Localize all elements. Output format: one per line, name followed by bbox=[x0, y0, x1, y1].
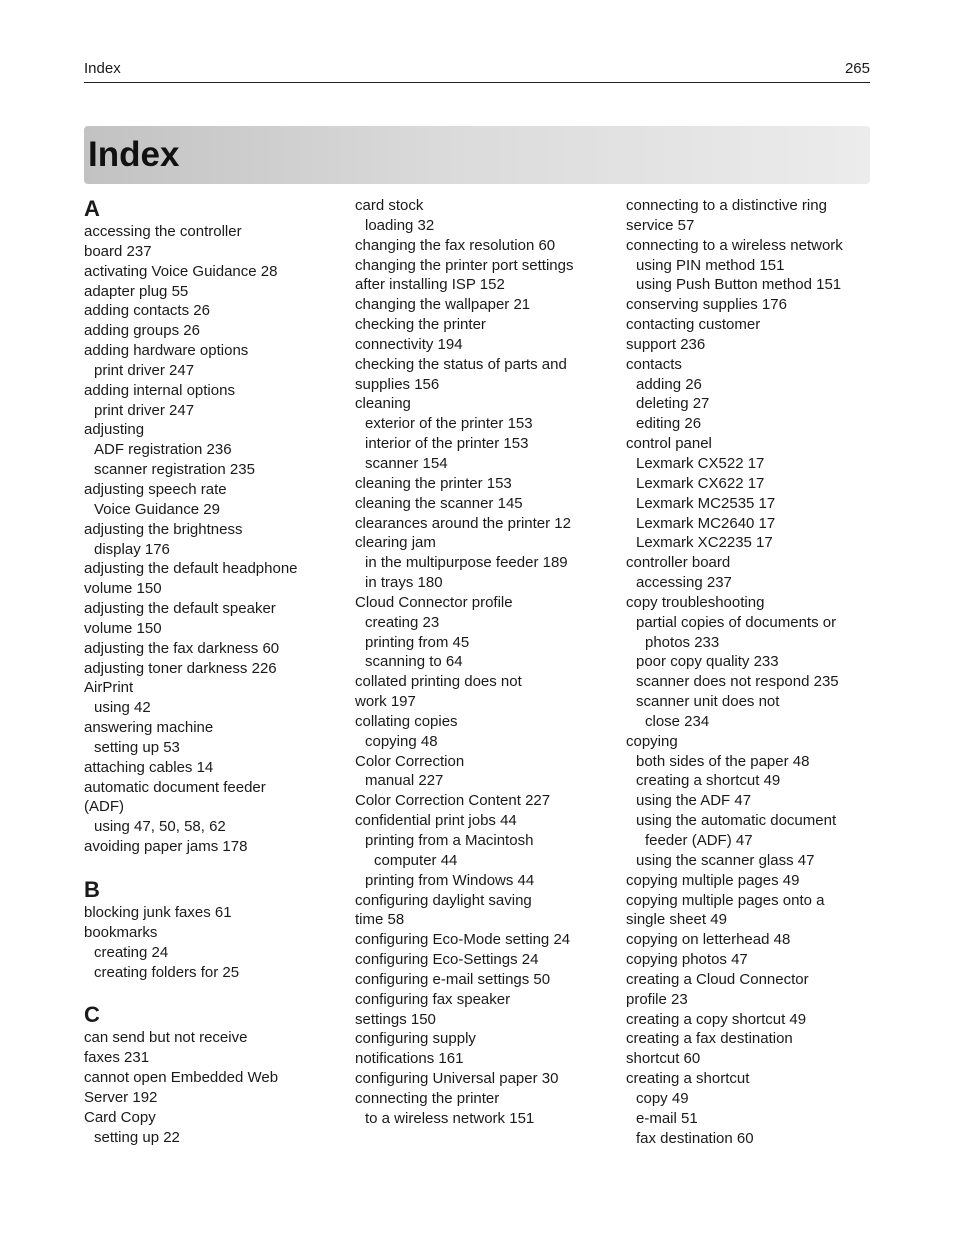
index-entry: conserving supplies 176 bbox=[626, 296, 787, 314]
index-entry: single sheet 49 bbox=[626, 911, 727, 929]
index-subentry: setting up 53 bbox=[94, 738, 180, 756]
index-subentry: ADF registration 236 bbox=[94, 441, 232, 459]
index-entry: service 57 bbox=[626, 216, 695, 234]
index-subentry: both sides of the paper 48 bbox=[636, 752, 810, 770]
index-entry: confidential print jobs 44 bbox=[355, 812, 517, 830]
index-section-letter: A bbox=[84, 196, 100, 221]
index-subentry: photos 233 bbox=[645, 633, 720, 651]
index-subentry: copying 48 bbox=[365, 732, 438, 750]
index-entry: collated printing does not bbox=[355, 673, 522, 691]
index-entry: supplies 156 bbox=[355, 375, 440, 393]
index-subentry: editing 26 bbox=[636, 415, 702, 433]
index-entry: contacting customer bbox=[626, 316, 761, 334]
index-entry: profile 23 bbox=[626, 990, 688, 1008]
index-entry: Color Correction bbox=[355, 752, 465, 770]
index-entry: support 236 bbox=[626, 335, 706, 353]
index-section-letter: B bbox=[84, 877, 100, 902]
index-entry: Cloud Connector profile bbox=[355, 593, 513, 611]
index-entry: faxes 231 bbox=[84, 1049, 150, 1067]
index-entry: automatic document feeder bbox=[84, 778, 266, 796]
index-column-3 bbox=[626, 196, 870, 1149]
index-subentry: creating a shortcut 49 bbox=[636, 772, 781, 790]
index-subentry: Lexmark MC2535 17 bbox=[636, 494, 776, 512]
page-title: Index bbox=[88, 135, 180, 174]
index-entry: creating a shortcut bbox=[626, 1070, 750, 1088]
index-entry: activating Voice Guidance 28 bbox=[84, 262, 278, 280]
index-entry: configuring e‑mail settings 50 bbox=[355, 970, 551, 988]
index-entry: creating a copy shortcut 49 bbox=[626, 1010, 807, 1028]
index-subentry: Lexmark CX622 17 bbox=[636, 474, 765, 492]
index-entry: card stock bbox=[355, 197, 424, 214]
index-entry: board 237 bbox=[84, 242, 152, 260]
index-subentry: deleting 27 bbox=[636, 395, 710, 413]
index-subentry: print driver 247 bbox=[94, 361, 195, 379]
index-column-2 bbox=[355, 196, 610, 1129]
index-entry: clearing jam bbox=[355, 534, 436, 552]
index-entry: answering machine bbox=[84, 719, 214, 737]
index-entry: connecting to a distinctive ring bbox=[626, 197, 827, 214]
index-subentry: computer 44 bbox=[374, 851, 458, 869]
index-subentry: using Push Button method 151 bbox=[636, 276, 842, 294]
index-entry: can send but not receive bbox=[84, 1029, 248, 1047]
header-section-label: Index bbox=[84, 60, 121, 77]
index-subentry: using 47, 50, 58, 62 bbox=[94, 818, 226, 836]
index-subentry: creating folders for 25 bbox=[94, 963, 240, 981]
index-entry: configuring Eco‑Settings 24 bbox=[355, 951, 539, 969]
index-subentry: accessing 237 bbox=[636, 574, 732, 592]
index-entry: copy troubleshooting bbox=[626, 593, 765, 611]
index-entry: changing the wallpaper 21 bbox=[355, 296, 531, 314]
index-entry: connectivity 194 bbox=[355, 335, 463, 353]
index-section-letter: C bbox=[84, 1002, 100, 1028]
index-entry: avoiding paper jams 178 bbox=[84, 838, 248, 856]
index-entry: work 197 bbox=[355, 693, 416, 711]
index-entry: collating copies bbox=[355, 712, 458, 730]
index-entry: changing the printer port settings bbox=[355, 256, 574, 274]
index-subentry: using the ADF 47 bbox=[636, 792, 752, 810]
index-entry: control panel bbox=[626, 435, 712, 453]
index-entry: adjusting the brightness bbox=[84, 520, 243, 538]
index-entry: adjusting toner darkness 226 bbox=[84, 659, 277, 677]
index-entry: shortcut 60 bbox=[626, 1050, 701, 1068]
index-entry: connecting the printer bbox=[355, 1089, 500, 1107]
index-entry: connecting to a wireless network bbox=[626, 236, 843, 254]
index-subentry: feeder (ADF) 47 bbox=[645, 832, 753, 849]
index-subentry: Lexmark CX522 17 bbox=[636, 454, 765, 472]
index-entry: cannot open Embedded Web bbox=[84, 1069, 279, 1087]
index-entry: cleaning bbox=[355, 395, 411, 413]
index-entry: cleaning the scanner 145 bbox=[355, 494, 523, 512]
index-entry: adjusting the default speaker bbox=[84, 600, 276, 618]
index-entry: clearances around the printer 12 bbox=[355, 514, 571, 532]
index-subentry: copy 49 bbox=[636, 1089, 689, 1107]
index-entry: AirPrint bbox=[84, 679, 134, 697]
index-subentry: scanner unit does not bbox=[636, 693, 780, 711]
index-entry: adding groups 26 bbox=[84, 322, 200, 340]
index-entry: bookmarks bbox=[84, 923, 158, 941]
index-subentry: exterior of the printer 153 bbox=[365, 415, 533, 433]
index-entry: creating a Cloud Connector bbox=[626, 970, 809, 988]
index-entry: copying bbox=[626, 732, 678, 750]
index-entry: adjusting bbox=[84, 421, 145, 439]
index-entry: cleaning the printer 153 bbox=[355, 474, 512, 492]
index-entry: adjusting the fax darkness 60 bbox=[84, 639, 280, 657]
index-subentry: Lexmark MC2640 17 bbox=[636, 514, 776, 532]
index-subentry: e‑mail 51 bbox=[636, 1109, 698, 1127]
index-subentry: using the automatic document bbox=[636, 812, 837, 830]
index-subentry: interior of the printer 153 bbox=[365, 435, 529, 453]
index-subentry: fax destination 60 bbox=[636, 1129, 754, 1147]
index-entry: adding internal options bbox=[84, 381, 235, 399]
index-subentry: using PIN method 151 bbox=[636, 256, 785, 274]
index-entry: accessing the controller bbox=[84, 223, 242, 240]
index-subentry: using the scanner glass 47 bbox=[636, 851, 815, 869]
index-subentry: to a wireless network 151 bbox=[365, 1109, 535, 1127]
index-subentry: Voice Guidance 29 bbox=[94, 500, 220, 518]
index-subentry: manual 227 bbox=[365, 772, 444, 790]
index-entry: configuring fax speaker bbox=[355, 990, 511, 1008]
index-subentry: adding 26 bbox=[636, 375, 702, 393]
index-subentry: print driver 247 bbox=[94, 401, 195, 419]
index-subentry: partial copies of documents or bbox=[636, 613, 837, 631]
index-entry: blocking junk faxes 61 bbox=[84, 904, 232, 921]
index-entry: notifications 161 bbox=[355, 1050, 464, 1068]
index-entry: adding hardware options bbox=[84, 342, 249, 360]
running-header bbox=[84, 60, 870, 83]
index-subentry: close 234 bbox=[645, 712, 710, 730]
index-column-1 bbox=[84, 196, 334, 1147]
index-entry: adjusting the default headphone bbox=[84, 560, 298, 578]
index-entry: copying on letterhead 48 bbox=[626, 931, 791, 949]
index-entry: volume 150 bbox=[84, 580, 162, 598]
index-subentry: Lexmark XC2235 17 bbox=[636, 534, 773, 552]
index-entry: volume 150 bbox=[84, 619, 162, 637]
index-entry: configuring Eco‑Mode setting 24 bbox=[355, 931, 571, 949]
index-subentry: creating 23 bbox=[365, 613, 440, 631]
index-entry: Server 192 bbox=[84, 1088, 158, 1106]
index-entry: controller board bbox=[626, 554, 731, 572]
index-subentry: scanning to 64 bbox=[365, 653, 463, 671]
index-subentry: printing from Windows 44 bbox=[365, 871, 535, 889]
index-subentry: in trays 180 bbox=[365, 574, 443, 592]
index-subentry: scanner 154 bbox=[365, 454, 448, 472]
index-subentry: scanner does not respond 235 bbox=[636, 673, 839, 691]
index-subentry: poor copy quality 233 bbox=[636, 653, 779, 671]
index-subentry: printing from a Macintosh bbox=[365, 832, 534, 849]
index-subentry: scanner registration 235 bbox=[94, 461, 255, 479]
index-subentry: printing from 45 bbox=[365, 633, 470, 651]
index-entry: (ADF) bbox=[84, 798, 124, 816]
index-entry: adding contacts 26 bbox=[84, 302, 210, 320]
index-entry: Color Correction Content 227 bbox=[355, 792, 551, 810]
index-subentry: in the multipurpose feeder 189 bbox=[365, 554, 568, 572]
index-subentry: creating 24 bbox=[94, 943, 169, 961]
index-entry: adjusting speech rate bbox=[84, 480, 227, 498]
index-entry: configuring daylight saving bbox=[355, 891, 532, 909]
index-entry: copying multiple pages 49 bbox=[626, 871, 800, 889]
index-entry: settings 150 bbox=[355, 1010, 436, 1028]
index-title-banner bbox=[84, 126, 870, 184]
index-entry: checking the status of parts and bbox=[355, 355, 567, 373]
page-number: 265 bbox=[844, 60, 870, 77]
index-entry: Card Copy bbox=[84, 1108, 156, 1126]
index-entry: creating a fax destination bbox=[626, 1030, 793, 1048]
index-subentry: setting up 22 bbox=[94, 1128, 180, 1146]
index-entry: configuring Universal paper 30 bbox=[355, 1070, 559, 1088]
index-entry: after installing ISP 152 bbox=[355, 276, 505, 294]
index-entry: contacts bbox=[626, 355, 682, 373]
index-entry: checking the printer bbox=[355, 316, 486, 334]
index-entry: changing the fax resolution 60 bbox=[355, 236, 556, 254]
index-entry: copying multiple pages onto a bbox=[626, 891, 825, 909]
index-entry: adapter plug 55 bbox=[84, 282, 189, 300]
index-subentry: display 176 bbox=[94, 540, 170, 558]
index-entry: configuring supply bbox=[355, 1030, 476, 1048]
index-subentry: loading 32 bbox=[365, 216, 435, 234]
index-entry: time 58 bbox=[355, 911, 405, 929]
index-subentry: using 42 bbox=[94, 699, 151, 717]
index-entry: copying photos 47 bbox=[626, 951, 748, 969]
index-entry: attaching cables 14 bbox=[84, 758, 214, 776]
